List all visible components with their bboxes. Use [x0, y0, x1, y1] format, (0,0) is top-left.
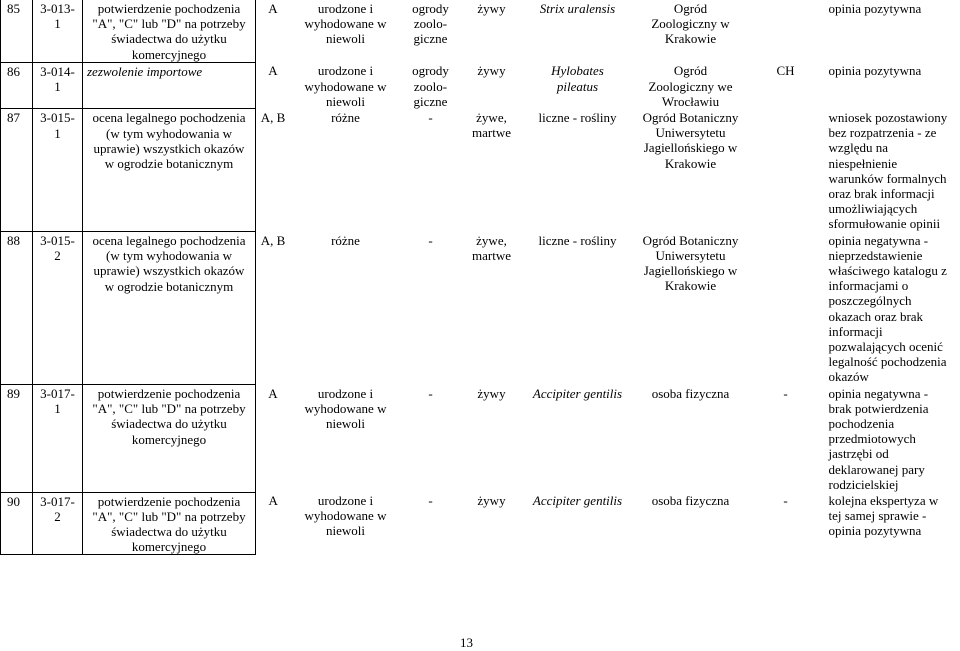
case-number: 3-017- 1 — [33, 385, 83, 492]
source-code: A, B — [260, 109, 286, 125]
table-row — [1, 0, 960, 62]
applicant: osoba fizyczna — [651, 385, 730, 401]
applicant: osoba fizyczna — [651, 493, 730, 508]
opinion: wniosek pozostawiony bez rozpatrzenia - ze względu na niespełnienie warunków formalnych oraz brak informacji umożliwiających sformułowanie opinii — [828, 109, 948, 232]
specimen-type: żywy — [477, 63, 506, 79]
request-type: potwierdzenie pochodzenia "A", "C" lub "D" na potrzeby świadectwa do użytku komercyjnego — [83, 492, 256, 555]
source-code: A — [268, 63, 278, 79]
origin: urodzone i wyhodowane w niewoli — [304, 63, 387, 109]
applicant: Ogród Zoologiczny w Krakowie — [651, 0, 730, 46]
purpose: - — [428, 385, 433, 401]
row-number: 87 — [1, 109, 33, 232]
species-name: liczne - rośliny — [538, 232, 617, 248]
purpose: - — [428, 493, 433, 508]
row-number: 90 — [1, 492, 33, 555]
row-number: 85 — [1, 0, 33, 62]
opinion: kolejna ekspertyza w tej samej sprawie - opinia pozytywna — [828, 493, 939, 539]
opinion: opinia negatywna - brak potwierdzenia pochodzenia przedmiotowych jastrzębi od deklarowanej pary rodzicielskiej — [828, 385, 929, 492]
table-row — [1, 385, 960, 492]
row-number: 89 — [1, 385, 33, 492]
specimen-type: żywy — [477, 385, 506, 401]
specimen-type: żywy — [477, 0, 506, 16]
species-name: Accipiter gentilis — [532, 493, 623, 508]
specimen-type: żywy — [477, 493, 506, 508]
origin: urodzone i wyhodowane w niewoli — [304, 493, 387, 539]
request-type: potwierdzenie pochodzenia "A", "C" lub "D" na potrzeby świadectwa do użytku komercyjnego — [83, 385, 256, 492]
purpose: - — [428, 109, 433, 125]
applicant: Ogród Zoologiczny we Wrocławiu — [648, 63, 733, 109]
country-code — [749, 232, 823, 385]
origin: urodzone i wyhodowane w niewoli — [304, 385, 387, 431]
purpose: ogrody zoolo- giczne — [412, 63, 449, 109]
row-number: 86 — [1, 62, 33, 109]
request-type: zezwolenie importowe — [83, 62, 256, 109]
request-type: ocena legalnego pochodzenia (w tym wyhodowania w uprawie) wszystkich okazów w ogrodzie botanicznym — [83, 109, 256, 232]
species-name: Accipiter gentilis — [532, 385, 623, 401]
species-name: Strix uralensis — [539, 0, 616, 16]
case-number: 3-013- 1 — [33, 0, 83, 62]
row-number: 88 — [1, 232, 33, 385]
source-code: A — [268, 493, 278, 508]
case-number: 3-015- 1 — [33, 109, 83, 232]
country-code: CH — [776, 63, 795, 79]
table-row — [1, 109, 960, 232]
purpose: - — [428, 232, 433, 248]
table-row — [1, 62, 960, 109]
table-row — [1, 492, 960, 555]
request-type: ocena legalnego pochodzenia (w tym wyhodowania w uprawie) wszystkich okazów w ogrodzie botanicznym — [83, 232, 256, 385]
country-code: - — [783, 385, 788, 401]
origin: urodzone i wyhodowane w niewoli — [304, 0, 387, 46]
page-number: 13 — [460, 635, 473, 650]
opinion: opinia pozytywna — [828, 0, 922, 16]
country-code — [749, 0, 823, 62]
purpose: ogrody zoolo- giczne — [412, 0, 449, 46]
opinion: opinia negatywna - nieprzedstawienie właściwego katalogu z informacjami o poszczególnych okazach oraz brak informacji pozwalających ocenić legalność pochodzenia okazów — [828, 232, 947, 385]
country-code: - — [783, 493, 788, 508]
case-number: 3-017- 2 — [33, 492, 83, 555]
origin: różne — [331, 232, 360, 248]
species-name: Hylobates pileatus — [551, 63, 604, 94]
source-code: A — [268, 385, 278, 401]
table-row — [1, 232, 960, 385]
case-number: 3-015- 2 — [33, 232, 83, 385]
species-name: liczne - rośliny — [538, 109, 617, 125]
origin: różne — [331, 109, 360, 125]
request-type: potwierdzenie pochodzenia "A", "C" lub "D" na potrzeby świadectwa do użytku komercyjnego — [83, 0, 256, 62]
applicant: Ogród Botaniczny Uniwersytetu Jagiellońskiego w Krakowie — [642, 109, 739, 171]
opinion: opinia pozytywna — [828, 63, 922, 79]
source-code: A, B — [260, 232, 286, 248]
source-code: A — [268, 0, 278, 16]
country-code — [749, 109, 823, 232]
case-number: 3-014- 1 — [33, 62, 83, 109]
specimen-type: żywe, martwe — [472, 232, 511, 263]
specimen-type: żywe, martwe — [472, 109, 511, 141]
applicant: Ogród Botaniczny Uniwersytetu Jagiellońskiego w Krakowie — [642, 232, 739, 294]
